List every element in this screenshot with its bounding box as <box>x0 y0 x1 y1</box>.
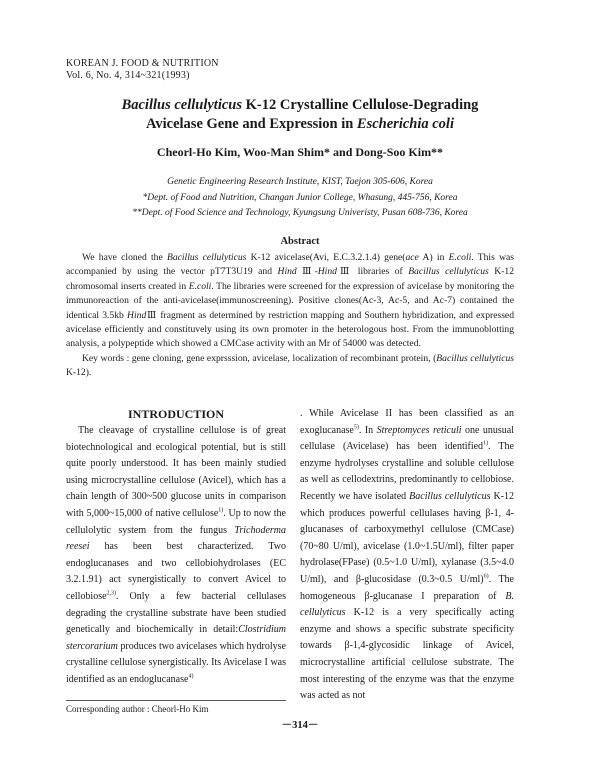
intro-paragraph-continued: . While Avicelase II has been classified as an exoglucanase$^{5)}$. In Streptomyces reticuli one unusual cellulase (Avicelase) has been identified$^{1)}$. The enzyme hydrolyses crystalline and soluble cellulose as well as cellodextrins, predominantly to cellobiose. Recently we have isolated Bacillus cellulyticus K-12 which produces powerful cellulases having β-1, 4-glucanases of carboxymethyl cellulose (CMCase)(70~80 U/ml), avicelase (1.0~1.5U/ml), filter paper hydrolase(FPase) (0.5~1.0 U/ml), xylanase (3.5~4.0 U/ml), and β-glucosidase (0.3~0.5 U/ml)$^{6)}$. The homogeneous β-glucanase I preparation of B. cellulyticus K-12 is a very specifically acting enzyme and shows a specific substrate specificity towards β-1,4-glycosidic linkage of Avicel, microcrystalline artificial cellulose substrate. The most interesting of the enzyme was that the enzyme was acted as not <box>300 408 515 702</box>
keywords: Key words : gene cloning, gene exprsssion, avicelase, localization of recombinant protein, (Bacillus cellulyticus K-12). <box>66 352 514 379</box>
corresponding-author: Corresponding author : Cheorl-Ho Kim <box>66 704 209 714</box>
title-part1: K-12 Crystalline Cellulose-Degrading <box>242 97 479 113</box>
intro-heading: INTRODUCTION <box>127 407 224 421</box>
journal-header <box>66 58 219 82</box>
journal-name: KOREAN J. FOOD & NUTRITION <box>66 58 219 69</box>
abstract-paragraph: We have cloned the Bacillus cellulyticus K-12 avicelase(Avi, E.C.3.2.1.4) gene(ace A) in E.coli. This was accompanied by using the vector pT7T3U19 and Hind Ⅲ-HindⅢ libraries of Bacillus cellulyticus K-12 chromosomal inserts created in E.coli. The libraries were screened for the expression of avicelase by monitoring the immunoreaction of the anti-avicelase(immunoscreening). Positive clones(Ac-3, Ac-5, and Ac-7) contained the identical 3.5kb HindⅢ fragment as determined by restriction mapping and Southern hybridization, and expressed avicelase efficiently and constituvely using its own promoter in the heterologous host. From the immunoblotting analysis, a polypeptide which showed a CMCase activity with an Mr of 54000 was detected. <box>66 252 514 350</box>
affiliation: **Dept. of Food Science and Technology, Kyungsung Univeristy, Pusan 608-736, Korea <box>132 208 468 218</box>
authors: Cheorl-Ho Kim, Woo-Man Shim* and Dong-Soo Kim** <box>156 145 444 159</box>
column-right <box>300 406 514 705</box>
journal-volume: Vol. 6, No. 4, 314~321(1993) <box>66 70 190 81</box>
affiliations <box>40 175 560 222</box>
affiliation: Genetic Engineering Research Institute, KIST, Taejon 305-606, Korea <box>167 177 433 187</box>
abstract-heading: Abstract <box>280 236 320 247</box>
affiliation: *Dept. of Food and Nutrition, Changan Junior College, Whasung, 445-756, Korea <box>142 192 458 203</box>
column-left <box>66 406 286 689</box>
paper-title <box>40 96 560 134</box>
title-organism: Bacillus cellulyticus <box>121 97 242 113</box>
abstract-body <box>66 251 514 381</box>
page-number: －314－ <box>281 720 319 731</box>
title-part2: Avicelase Gene and Expression in <box>145 116 357 132</box>
footnote-rule <box>66 700 286 701</box>
intro-paragraph: The cleavage of crystalline cellulose is of great biotechnological and ecological potential, but is still quite poorly understood. It has been mainly studied using microcrystalline cellulose (Avicel), which has a chain length of 300~500 glucose units in comparison with 5,000~15,000 of native cellulose$^{1)}$. Up to now the cellulolytic system from the fungus Trichoderma reesei has been best characterized. Two endoglucanases and two cellobiohydrolases (EC 3.2.1.91) act synergistically to convert Avicel to cellobiose$^{2,3)}$. Only a few bacterial cellulases degrading the crystalline substrate have been studied genetically and biochemically in detail:Clostridium stercorarium produces two avicelases which hydrolyse crystalline cellulose synergistically. Its Avicelase I was identified as an endoglucanase$^{4)}$ <box>66 425 286 685</box>
title-host: Escherichia coli <box>356 116 454 132</box>
